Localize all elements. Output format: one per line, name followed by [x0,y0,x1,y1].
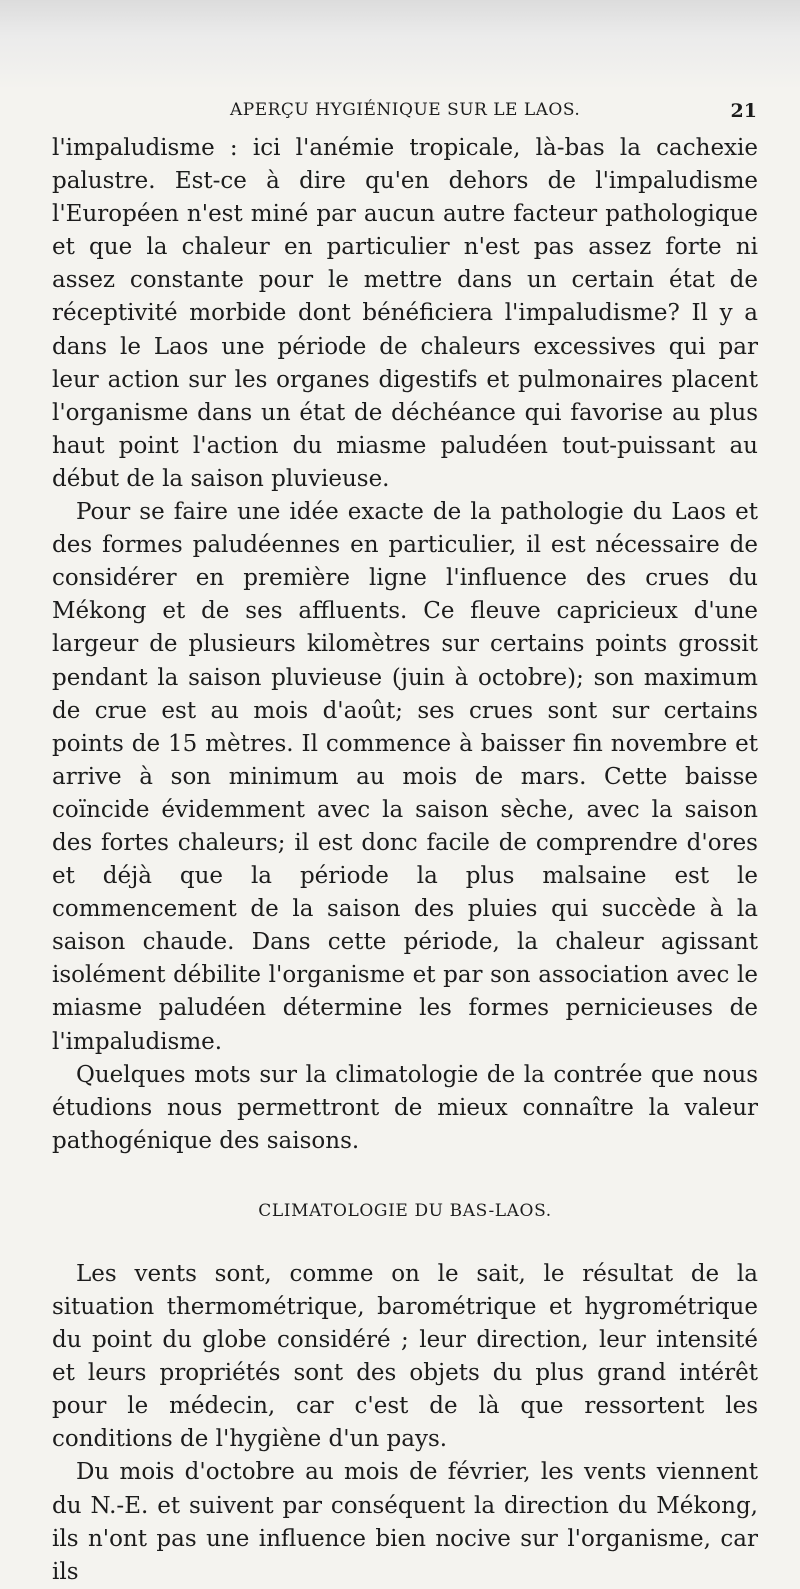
page-body [52,132,758,1589]
scan-top-shading [0,0,800,90]
paragraph-climatology-intro: Quelques mots sur la climatologie de la contrée que nous étudions nous permettront de mieux connaître la valeur pathogénique des saisons. [52,1061,758,1154]
running-title: APERÇU HYGIÉNIQUE SUR LE LAOS. [230,100,581,120]
running-head [52,100,757,130]
paragraph-northeast-winds: Du mois d'octobre au mois de février, les vents viennent du N.-E. et suivent par conséquent la direction du Mékong, ils n'ont pas une influence bien nocive sur l'organisme, car ils [52,1459,758,1585]
page-number: 21 [730,100,757,122]
paragraph-continuation: l'impaludisme : ici l'anémie tropicale, là-bas la cachexie palustre. Est-ce à dire qu'en dehors de l'impaludisme l'Européen n'est miné par aucun autre facteur pathologique et que la chaleur en particulier n'est pas assez forte ni assez constante pour le mettre dans un certain état de réceptivité morbide dont bénéficiera l'impaludisme? Il y a dans le Laos une période de chaleurs excessives qui par leur action sur les organes digestifs et pulmonaires placent l'organisme dans un état de déchéance qui favorise au plus haut point l'action du miasme paludéen tout-puissant au début de la saison pluvieuse. [52,135,758,492]
paragraph-mekong-floods: Pour se faire une idée exacte de la pathologie du Laos et des formes paludéennes en particulier, il est nécessaire de considérer en première ligne l'influence des crues du Mékong et de ses affluents. Ce fleuve capricieux d'une largeur de plusieurs kilomètres sur certains points grossit pendant la saison pluvieuse (juin à octobre); son maximum de crue est au mois d'août; ses crues sont sur certains points de 15 mètres. Il commence à baisser fin novembre et arrive à son minimum au mois de mars. Cette baisse coïncide évidemment avec la saison sèche, avec la saison des fortes chaleurs; il est donc facile de comprendre d'ores et déjà que la période la plus malsaine est le commencement de la saison des pluies qui succède à la saison chaude. Dans cette période, la chaleur agissant isolément débilite l'organisme et par son association avec le miasme paludéen détermine les formes pernicieuses de l'impaludisme. [52,499,758,1055]
section-heading: CLIMATOLOGIE DU BAS-LAOS. [258,1200,552,1221]
paragraph-winds: Les vents sont, comme on le sait, le résultat de la situation thermométrique, barométrique et hygrométrique du point du globe considéré ; leur direction, leur intensité et leurs propriétés sont des objets du plus grand intérêt pour le médecin, car c'est de là que ressortent les conditions de l'hygiène d'un pays. [52,1260,758,1453]
